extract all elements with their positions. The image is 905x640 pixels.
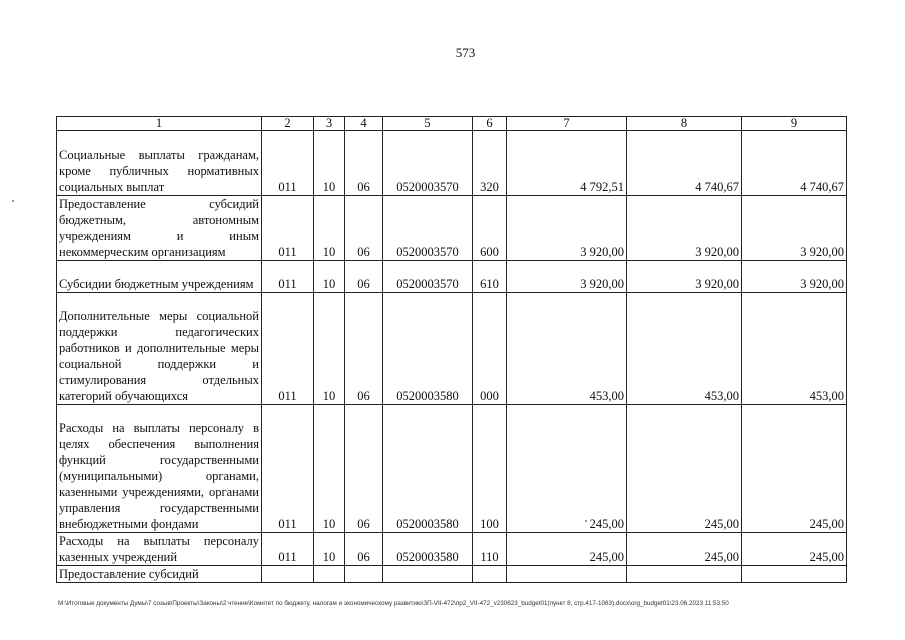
amount-col7-cell: 4 792,51 xyxy=(507,131,627,196)
expense-type-cell: 320 xyxy=(473,131,507,196)
scan-speck xyxy=(585,520,587,522)
amount-col8-cell: 453,00 xyxy=(627,293,742,405)
target-article-cell: 0520003580 xyxy=(383,405,473,533)
amount-col9-cell: 4 740,67 xyxy=(742,131,847,196)
row-name-cell: Расходы на выплаты персоналу в целях обеспечения выполнения функций государственными (муниципальными) органами, казенными учреждениями, органами управления государственными внебюджетными фондами xyxy=(57,405,262,533)
subsection-code-cell: 06 xyxy=(345,261,383,293)
amount-col8-cell: 4 740,67 xyxy=(627,131,742,196)
header-cell: 6 xyxy=(473,117,507,131)
amount-col9-cell: 245,00 xyxy=(742,533,847,566)
amount-col7-cell xyxy=(507,566,627,583)
amount-col8-cell: 245,00 xyxy=(627,533,742,566)
target-article-cell: 0520003570 xyxy=(383,261,473,293)
expense-type-cell: 000 xyxy=(473,293,507,405)
subsection-code-cell: 06 xyxy=(345,533,383,566)
subsection-code-cell: 06 xyxy=(345,293,383,405)
amount-col8-cell: 3 920,00 xyxy=(627,261,742,293)
target-article-cell: 0520003580 xyxy=(383,293,473,405)
header-cell: 1 xyxy=(57,117,262,131)
header-cell: 7 xyxy=(507,117,627,131)
subsection-code-cell xyxy=(345,566,383,583)
table-row xyxy=(57,405,847,533)
ministry-code-cell: 011 xyxy=(262,405,314,533)
amount-col9-cell: 3 920,00 xyxy=(742,261,847,293)
header-cell: 4 xyxy=(345,117,383,131)
table-row xyxy=(57,131,847,196)
table-body xyxy=(57,117,847,583)
target-article-cell: 0520003570 xyxy=(383,131,473,196)
section-code-cell: 10 xyxy=(314,293,345,405)
section-code-cell: 10 xyxy=(314,533,345,566)
header-cell: 2 xyxy=(262,117,314,131)
target-article-cell: 0520003570 xyxy=(383,196,473,261)
ministry-code-cell: 011 xyxy=(262,293,314,405)
amount-col7-cell: 3 920,00 xyxy=(507,196,627,261)
section-code-cell: 10 xyxy=(314,196,345,261)
table-row xyxy=(57,293,847,405)
row-name-cell: Предоставление субсидий бюджетным, автономным учреждениям и иным некоммерческим организациям xyxy=(57,196,262,261)
section-code-cell: 10 xyxy=(314,405,345,533)
table-row xyxy=(57,533,847,566)
amount-col9-cell xyxy=(742,566,847,583)
scan-speck xyxy=(12,200,14,202)
amount-col8-cell xyxy=(627,566,742,583)
table-row xyxy=(57,196,847,261)
amount-col9-cell: 453,00 xyxy=(742,293,847,405)
row-name-cell: Дополнительные меры социальной поддержки педагогических работников и дополнительные меры социальной поддержки и стимулирования отдельных категорий обучающихся xyxy=(57,293,262,405)
ministry-code-cell: 011 xyxy=(262,533,314,566)
row-name-cell: Предоставление субсидий xyxy=(57,566,262,583)
document-path-footer: M:\Итоговые документы Думы\7 созыв\Проекты\Законы\2 чтение\Комитет по бюджету, налогам и экономическому развитию\ЗП-VII-472\пр2_VII-472_v230623_budget01(пункт 8, стр.417-1063).docx\org_budget01\23.06.2023 11:53:50 xyxy=(58,600,729,607)
ministry-code-cell: 011 xyxy=(262,131,314,196)
ministry-code-cell: 011 xyxy=(262,196,314,261)
amount-col7-cell: 3 920,00 xyxy=(507,261,627,293)
amount-col7-cell: 245,00 xyxy=(507,533,627,566)
header-cell: 9 xyxy=(742,117,847,131)
header-cell: 5 xyxy=(383,117,473,131)
ministry-code-cell xyxy=(262,566,314,583)
row-name-cell: Субсидии бюджетным учреждениям xyxy=(57,261,262,293)
subsection-code-cell: 06 xyxy=(345,405,383,533)
amount-col7-cell: 453,00 xyxy=(507,293,627,405)
budget-table xyxy=(56,116,847,583)
target-article-cell xyxy=(383,566,473,583)
subsection-code-cell: 06 xyxy=(345,196,383,261)
expense-type-cell: 600 xyxy=(473,196,507,261)
target-article-cell: 0520003580 xyxy=(383,533,473,566)
amount-col9-cell: 3 920,00 xyxy=(742,196,847,261)
row-name-cell: Социальные выплаты гражданам, кроме публичных нормативных социальных выплат xyxy=(57,131,262,196)
expense-type-cell: 100 xyxy=(473,405,507,533)
expense-type-cell xyxy=(473,566,507,583)
subsection-code-cell: 06 xyxy=(345,131,383,196)
amount-col8-cell: 3 920,00 xyxy=(627,196,742,261)
amount-col8-cell: 245,00 xyxy=(627,405,742,533)
table-row xyxy=(57,566,847,583)
header-row xyxy=(57,117,847,131)
page-number: 573 xyxy=(455,45,476,60)
expense-type-cell: 610 xyxy=(473,261,507,293)
row-name-cell: Расходы на выплаты персоналу казенных учреждений xyxy=(57,533,262,566)
ministry-code-cell: 011 xyxy=(262,261,314,293)
section-code-cell: 10 xyxy=(314,261,345,293)
section-code-cell xyxy=(314,566,345,583)
expense-type-cell: 110 xyxy=(473,533,507,566)
amount-col9-cell: 245,00 xyxy=(742,405,847,533)
header-cell: 8 xyxy=(627,117,742,131)
section-code-cell: 10 xyxy=(314,131,345,196)
amount-col7-cell: 245,00 xyxy=(507,405,627,533)
header-cell: 3 xyxy=(314,117,345,131)
table-row xyxy=(57,261,847,293)
